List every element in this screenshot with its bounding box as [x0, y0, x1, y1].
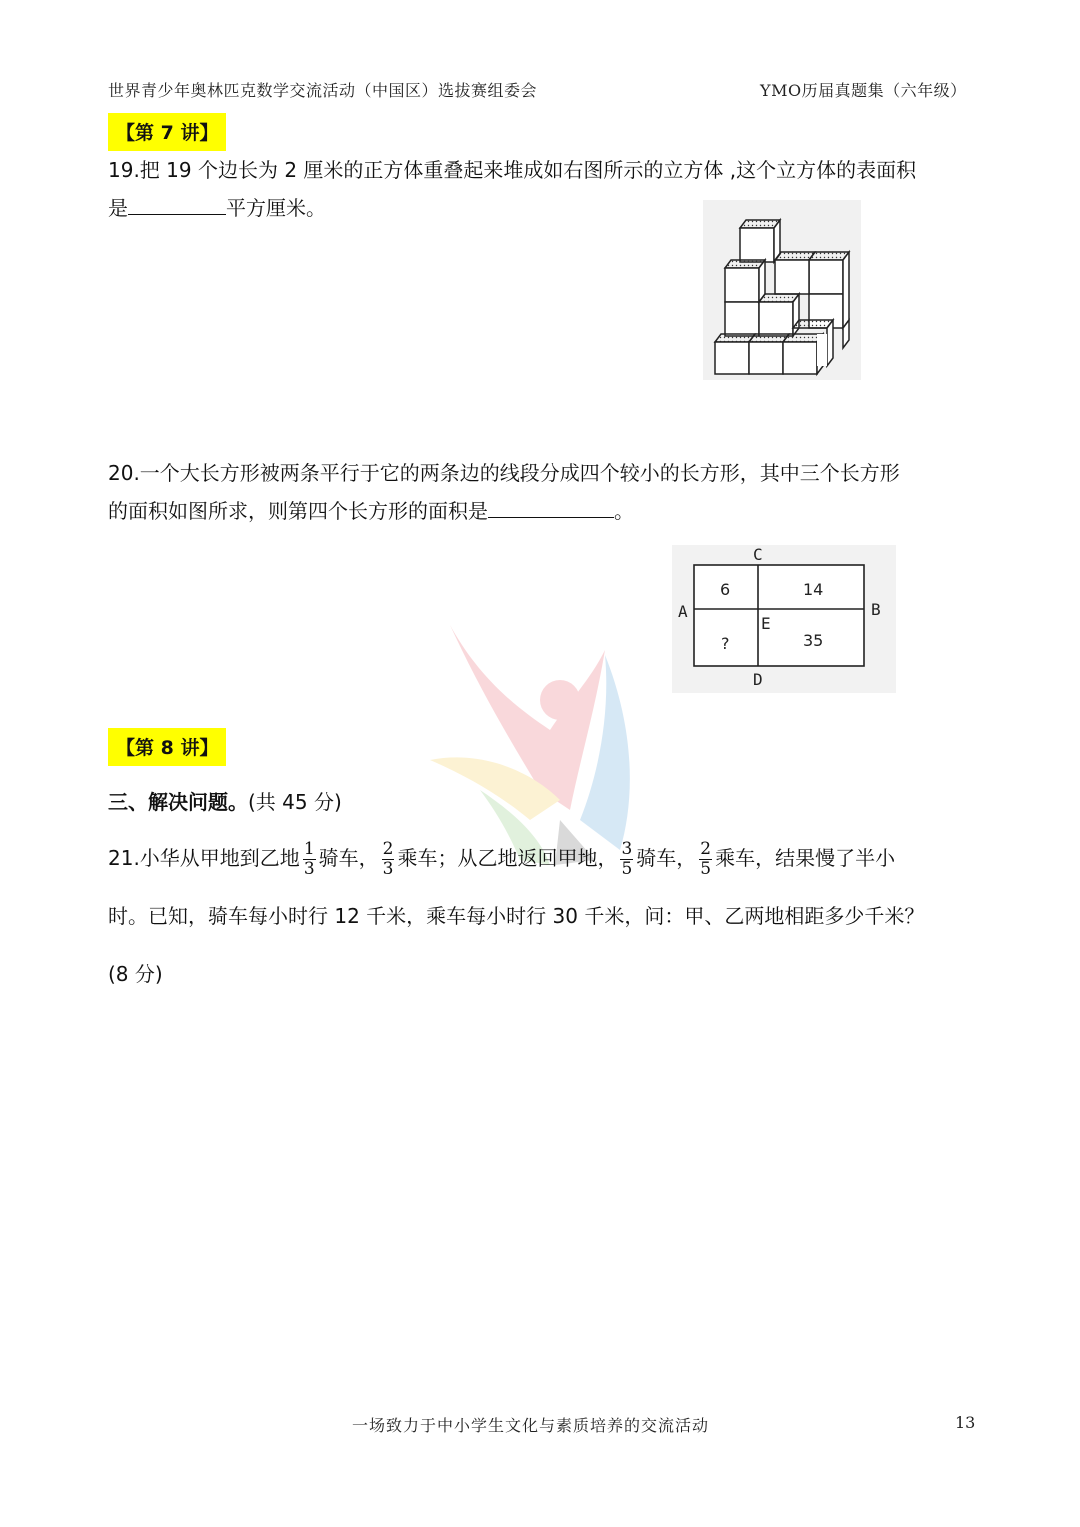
q21-fraction-1-num: 1 — [303, 839, 315, 859]
q21-part1: 21.小华从甲地到乙地 — [108, 846, 300, 870]
area-bottom-right: 35 — [803, 631, 824, 650]
part3-points: (共 45 分) — [248, 790, 342, 814]
q20-answer-blank — [488, 495, 614, 518]
rectangle-diagram — [672, 545, 896, 693]
section-7-label: 【第 7 讲】 — [108, 113, 226, 151]
q21-part2: 骑车， — [318, 846, 379, 870]
part3-title: 三、解决问题。 — [108, 790, 248, 814]
q21-part5: 乘车，结果慢了半小 — [715, 846, 896, 870]
q21-fraction-3-den: 5 — [621, 859, 633, 879]
cube-stack-figure — [703, 200, 861, 380]
q21-fraction-1-den: 3 — [303, 859, 315, 879]
q21-fraction-1 — [303, 840, 316, 879]
page-number: 13 — [955, 1413, 976, 1432]
watermark-logo — [420, 620, 650, 870]
q19-line1: 19.把 19 个边长为 2 厘米的正方体重叠起来堆成如右图所示的立方体 ,这个立方体的表面积 — [108, 158, 917, 182]
section-8-label: 【第 8 讲】 — [108, 728, 226, 766]
q21-fraction-2-den: 3 — [382, 859, 394, 879]
area-top-left: 6 — [720, 580, 731, 599]
q21-fraction-2 — [382, 840, 395, 879]
header-left: 世界青少年奥林匹克数学交流活动（中国区）选拔赛组委会 — [108, 81, 538, 100]
watermark-head — [540, 680, 580, 720]
q21-fraction-4-den: 5 — [700, 859, 712, 879]
label-a: A — [678, 602, 688, 621]
q20-line2-post: 。 — [614, 499, 634, 523]
q21-fraction-4-num: 2 — [700, 839, 712, 859]
q20-line2 — [108, 493, 634, 530]
q19-line2 — [108, 190, 326, 227]
label-e: E — [761, 614, 771, 633]
q21-fraction-3-num: 3 — [621, 839, 633, 859]
part3-heading — [108, 784, 342, 821]
area-bottom-left: ? — [721, 634, 730, 653]
q21-fraction-2-num: 2 — [382, 839, 394, 859]
q19-line2-pre: 是 — [108, 196, 128, 220]
q21-fraction-3 — [620, 840, 633, 879]
q20-line1: 20.一个大长方形被两条平行于它的两条边的线段分成四个较小的长方形，其中三个长方形 — [108, 461, 900, 485]
header-right: YMO历届真题集（六年级） — [760, 81, 967, 100]
q21-line1 — [108, 834, 895, 882]
footer-text: 一场致力于中小学生文化与素质培养的交流活动 — [352, 1416, 710, 1435]
q19-answer-blank — [128, 192, 226, 215]
q21-part4: 骑车， — [636, 846, 697, 870]
q21-part3: 乘车；从乙地返回甲地， — [397, 846, 618, 870]
area-top-right: 14 — [803, 580, 824, 599]
q21-line3: (8 分) — [108, 962, 163, 986]
label-b: B — [871, 600, 881, 619]
q21-line2: 时。已知，骑车每小时行 12 千米，乘车每小时行 30 千米，问：甲、乙两地相距多少千米？ — [108, 904, 925, 928]
q20-line2-pre: 的面积如图所求，则第四个长方形的面积是 — [108, 499, 488, 523]
label-d: D — [753, 670, 763, 689]
label-c: C — [753, 545, 763, 564]
q19-line2-post: 平方厘米。 — [226, 196, 326, 220]
q21-fraction-4 — [699, 840, 712, 879]
